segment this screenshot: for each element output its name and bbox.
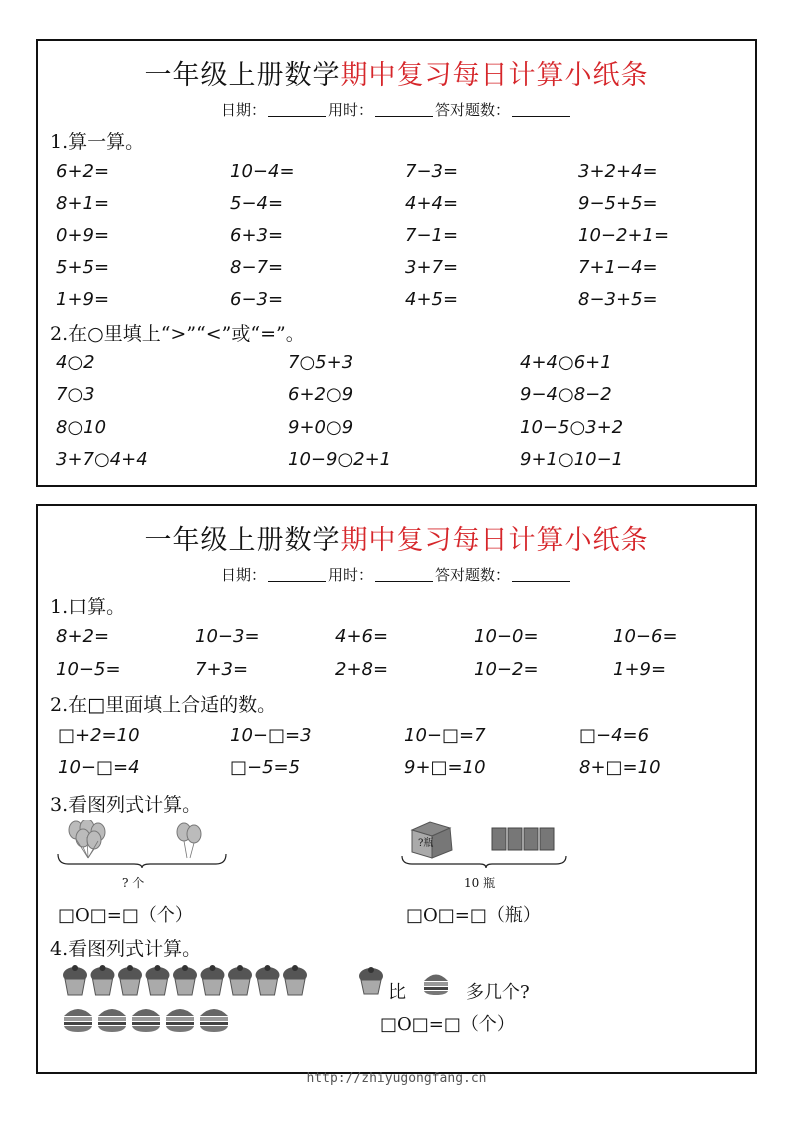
card2-date-blank	[268, 567, 326, 582]
card1-date-blank	[268, 102, 326, 117]
card2-correct-blank	[512, 567, 570, 582]
burger-icon	[422, 970, 450, 996]
compare-problem: 9+1○10−1	[520, 449, 624, 470]
cupcake-icon	[91, 965, 115, 995]
compare-equation: □O□=□（个）	[380, 1014, 515, 1035]
card1-title-black: 一年级上册数学	[144, 60, 341, 91]
problem: 3+7=	[405, 257, 459, 278]
footer-url[interactable]: http://zhiyugongfang.cn	[306, 1071, 487, 1086]
burger-icon	[64, 1009, 92, 1032]
compare-word-bi: 比	[388, 982, 406, 1003]
compare-problem: 6+2○9	[288, 384, 354, 405]
compare-problem: 10−5○3+2	[520, 417, 624, 438]
problem: 10−5=	[56, 659, 121, 680]
card2-section1-heading: 1.口算。	[50, 596, 126, 618]
problem: 4+6=	[335, 626, 389, 647]
cupcake-icon	[256, 965, 280, 995]
cupcake-icon	[63, 965, 87, 995]
problem: 3+2+4=	[578, 161, 658, 182]
cupcakes-row	[62, 964, 314, 998]
problem: 8−3+5=	[578, 289, 658, 310]
compare-problem: 9+0○9	[288, 417, 354, 438]
compare-problem: 3+7○4+4	[56, 449, 148, 470]
card1-correct-label: 答对题数：	[435, 101, 511, 119]
card2-section3-heading: 3.看图列式计算。	[50, 794, 202, 816]
problem: 10−3=	[195, 626, 260, 647]
worksheet-card-1	[36, 39, 757, 487]
bottle-box-label: ?瓶	[418, 838, 434, 849]
problem: 10−2+1=	[578, 225, 670, 246]
problem: 10−0=	[474, 626, 539, 647]
card2-time-blank	[375, 567, 433, 582]
problem: 8+2=	[56, 626, 110, 647]
cupcake-icon	[173, 965, 197, 995]
card2-section2-heading: 2.在□里面填上合适的数。	[50, 694, 277, 716]
problem: 6+3=	[230, 225, 284, 246]
burger-icon	[132, 1009, 160, 1032]
problem: 1+9=	[613, 659, 667, 680]
bottles-equation: □O□=□（瓶）	[406, 905, 541, 926]
burger-icon	[166, 1009, 194, 1032]
card1-date-label: 日期：	[220, 101, 266, 119]
balloons-equation: □O□=□（个）	[58, 905, 193, 926]
cupcake-icon	[228, 965, 252, 995]
bottles-note: 10 瓶	[464, 876, 496, 890]
problem: 4+5=	[405, 289, 459, 310]
problem: 1+9=	[56, 289, 110, 310]
fill-problem: □−4=6	[579, 725, 650, 746]
problem: 6+2=	[56, 161, 110, 182]
compare-problem: 7○3	[56, 384, 95, 405]
card1-title	[38, 53, 755, 92]
card1-time-label: 用时：	[327, 101, 373, 119]
compare-problem: 8○10	[56, 417, 107, 438]
balloons-note: ? 个	[122, 876, 145, 890]
problem: 10−6=	[613, 626, 678, 647]
card1-section2-heading: 2.在○里填上“>”“<”或“=”。	[50, 323, 305, 345]
card2-correct-label: 答对题数：	[435, 566, 511, 584]
card1-correct-blank	[512, 102, 570, 117]
fill-problem: 10−□=3	[230, 725, 312, 746]
card2-time-label: 用时：	[327, 566, 373, 584]
card1-time-blank	[375, 102, 433, 117]
card1-title-red: 期中复习每日计算小纸条	[340, 60, 649, 91]
problem: 5−4=	[230, 193, 284, 214]
card2-title-red: 期中复习每日计算小纸条	[340, 525, 649, 556]
problem: 6−3=	[230, 289, 284, 310]
card2-section4-heading: 4.看图列式计算。	[50, 938, 202, 960]
cupcake-icon	[146, 965, 170, 995]
fill-problem: □+2=10	[58, 725, 140, 746]
cupcake-icon	[201, 965, 225, 995]
fill-problem: □−5=5	[230, 757, 301, 778]
worksheet-card-2	[36, 504, 757, 1074]
problem: 7+1−4=	[578, 257, 658, 278]
card2-title-black: 一年级上册数学	[144, 525, 341, 556]
fill-problem: 9+□=10	[404, 757, 486, 778]
problem: 0+9=	[56, 225, 110, 246]
card2-title	[38, 518, 755, 557]
compare-word-more: 多几个?	[466, 982, 530, 1003]
card2-info-line	[38, 564, 755, 585]
bottles-illustration	[400, 818, 570, 870]
card2-date-label: 日期：	[220, 566, 266, 584]
problem: 7+3=	[195, 659, 249, 680]
compare-problem: 4○2	[56, 352, 95, 373]
fill-problem: 10−□=7	[404, 725, 486, 746]
problem: 7−3=	[405, 161, 459, 182]
problem: 2+8=	[335, 659, 389, 680]
compare-problem: 7○5+3	[288, 352, 354, 373]
balloons-illustration	[56, 820, 228, 868]
problem: 10−4=	[230, 161, 295, 182]
cupcake-icon	[118, 965, 142, 995]
problem: 9−5+5=	[578, 193, 658, 214]
compare-problem: 10−9○2+1	[288, 449, 392, 470]
cupcake-icon	[283, 965, 307, 995]
fill-problem: 8+□=10	[579, 757, 661, 778]
burger-icon	[98, 1009, 126, 1032]
card1-section1-heading: 1.算一算。	[50, 131, 145, 153]
problem: 5+5=	[56, 257, 110, 278]
compare-problem: 4+4○6+1	[520, 352, 612, 373]
burger-icon	[200, 1009, 228, 1032]
compare-problem: 9−4○8−2	[520, 384, 612, 405]
cupcake-icon	[356, 966, 386, 996]
problem: 7−1=	[405, 225, 459, 246]
problem: 4+4=	[405, 193, 459, 214]
problem: 8−7=	[230, 257, 284, 278]
burgers-row	[62, 1004, 238, 1034]
problem: 8+1=	[56, 193, 110, 214]
card1-info-line	[38, 99, 755, 120]
fill-problem: 10−□=4	[58, 757, 140, 778]
problem: 10−2=	[474, 659, 539, 680]
